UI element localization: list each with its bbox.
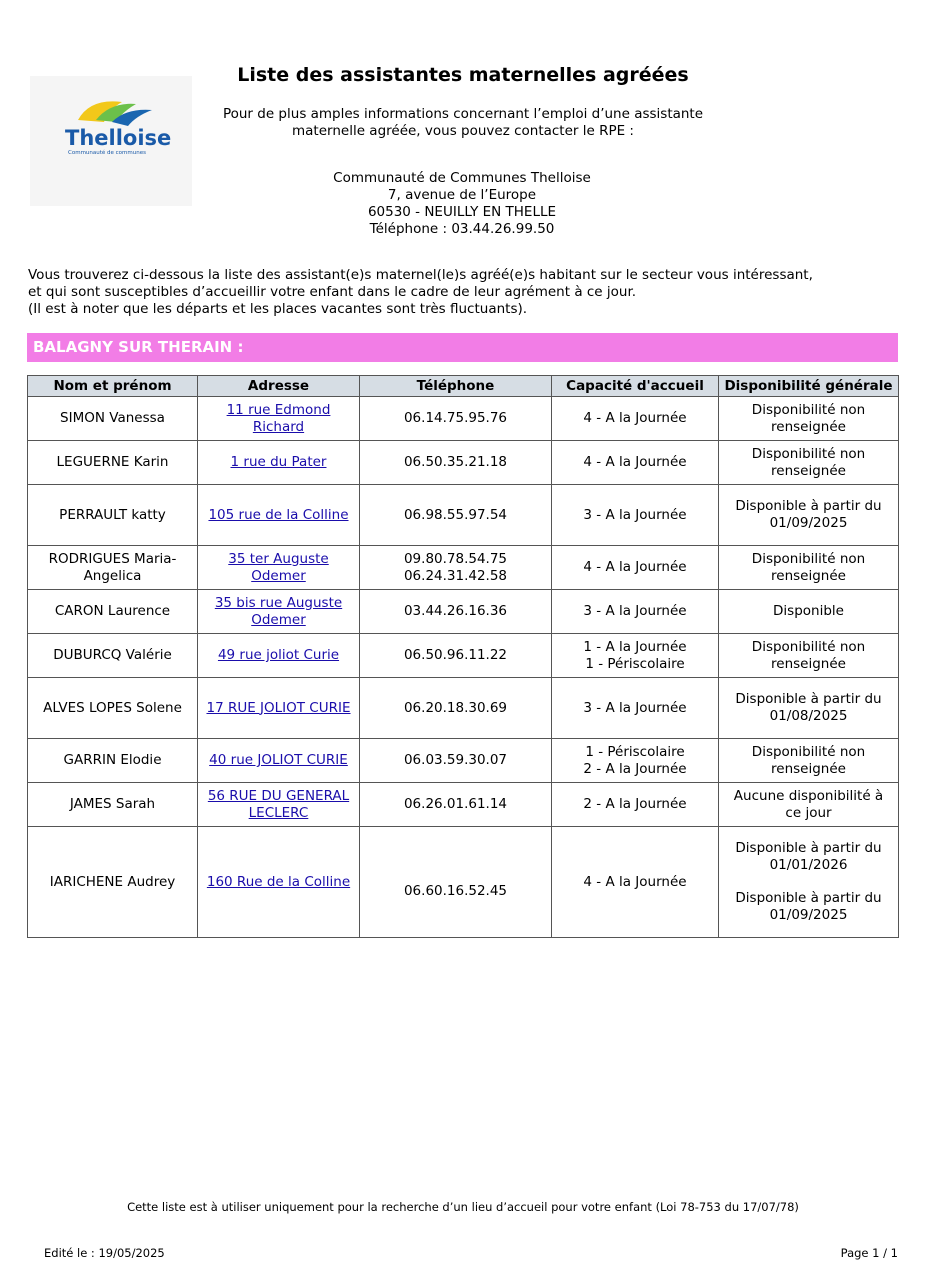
address-link[interactable]: 40 rue JOLIOT CURIE [209,752,348,768]
cell-capacity: 3 - A la Journée [552,590,719,634]
address-link[interactable]: 160 Rue de la Colline [206,873,351,890]
cell-capacity: 4 - A la Journée [552,441,719,485]
notice-line: (Il est à noter que les départs et les places vacantes sont très fluctuants). [28,301,528,317]
notice-line: et qui sont susceptibles d’accueillir votre enfant dans le cadre de leur agrément à ce jour. [28,284,637,300]
intro-line: Pour de plus amples informations concernant l’emploi d’une assistante [222,106,704,122]
cell-name: SIMON Vanessa [28,397,198,441]
contact-street: 7, avenue de l’Europe [387,187,537,203]
contact-address [262,170,662,238]
cell-phone: 06.03.59.30.07 [360,739,552,783]
table-header-row [28,376,899,397]
address-link[interactable]: 1 rue du Pater [230,454,327,470]
cell-address [198,739,360,783]
header-availability: Disponibilité générale [719,376,899,397]
intro-line: maternelle agréée, vous pouvez contacter le RPE : [292,123,634,139]
cell-address [198,783,360,827]
logo-tagline: Communauté de communes [68,150,146,156]
cell-address [198,678,360,739]
assistants-table [27,375,899,938]
address-link[interactable]: 49 rue joliot Curie [217,647,340,663]
cell-availability: Disponible à partir du 01/08/2025 [719,678,899,739]
cell-address [198,397,360,441]
cell-capacity: 4 - A la Journée [552,397,719,441]
cell-name: IARICHENE Audrey [28,827,198,938]
cell-name: GARRIN Elodie [28,739,198,783]
cell-name: PERRAULT katty [28,485,198,546]
table-row [28,827,899,938]
cell-name: DUBURCQ Valérie [28,634,198,678]
cell-address [198,546,360,590]
cell-address [198,590,360,634]
table-row [28,590,899,634]
cell-capacity: 1 - A la Journée 1 - Périscolaire [552,634,719,678]
cell-phone: 06.50.35.21.18 [360,441,552,485]
intro-text [200,106,726,140]
cell-availability: Disponibilité non renseignée [719,441,899,485]
cell-phone: 09.80.78.54.75 06.24.31.42.58 [360,546,552,590]
address-link[interactable]: 11 rue Edmond Richard [226,401,331,435]
table-row [28,441,899,485]
notice-text [28,267,908,318]
footer-note: Cette liste est à utiliser uniquement pour la recherche d’un lieu d’accueil pour votre enfant (Loi 78-753 du 17/07/78) [127,1200,799,1214]
cell-availability: Disponibilité non renseignée [719,634,899,678]
cell-availability: Aucune disponibilité à ce jour [719,783,899,827]
table-row [28,678,899,739]
table-row [28,634,899,678]
edited-date: Edité le : 19/05/2025 [44,1246,165,1260]
cell-name: CARON Laurence [28,590,198,634]
header-phone: Téléphone [360,376,552,397]
cell-name: LEGUERNE Karin [28,441,198,485]
cell-phone: 06.60.16.52.45 [360,827,552,938]
cell-availability: Disponible à partir du 01/09/2025 [719,485,899,546]
cell-availability: Disponibilité non renseignée [719,546,899,590]
cell-capacity: 4 - A la Journée [552,827,719,938]
thelloise-logo-icon [30,76,192,206]
cell-address [198,827,360,938]
table-row [28,546,899,590]
contact-phone: Téléphone : 03.44.26.99.50 [369,221,555,237]
cell-name: ALVES LOPES Solene [28,678,198,739]
table-row [28,783,899,827]
address-link[interactable]: 35 ter Auguste Odemer [228,550,329,584]
cell-capacity: 3 - A la Journée [552,678,719,739]
cell-address [198,485,360,546]
cell-phone: 06.20.18.30.69 [360,678,552,739]
notice-line: Vous trouverez ci-dessous la liste des assistant(e)s maternel(le)s agréé(e)s habitant sur le secteur vous intéressant, [28,267,813,283]
cell-capacity: 1 - Périscolaire 2 - A la Journée [552,739,719,783]
address-link[interactable]: 35 bis rue Auguste Odemer [214,594,343,628]
cell-name: JAMES Sarah [28,783,198,827]
cell-availability: Disponibilité non renseignée [719,397,899,441]
cell-phone: 06.26.01.61.14 [360,783,552,827]
cell-phone: 06.50.96.11.22 [360,634,552,678]
header-name: Nom et prénom [28,376,198,397]
cell-phone: 06.14.75.95.76 [360,397,552,441]
header-address: Adresse [198,376,360,397]
cell-phone: 06.98.55.97.54 [360,485,552,546]
cell-name: RODRIGUES Maria- Angelica [28,546,198,590]
page-title: Liste des assistantes maternelles agréées [237,64,689,86]
logo [30,76,192,206]
cell-availability: Disponible à partir du 01/01/2026 Disponible à partir du 01/09/2025 [719,827,899,938]
cell-address [198,634,360,678]
cell-availability: Disponibilité non renseignée [719,739,899,783]
address-link[interactable]: 105 rue de la Colline [208,506,349,523]
page-number: Page 1 / 1 [840,1246,898,1260]
table-row [28,739,899,783]
address-link[interactable]: 56 RUE DU GENERAL LECLERC [207,787,350,821]
contact-org: Communauté de Communes Thelloise [333,170,591,186]
cell-address [198,441,360,485]
contact-city: 60530 - NEUILLY EN THELLE [367,204,557,220]
address-link[interactable]: 17 RUE JOLIOT CURIE [206,699,351,716]
cell-capacity: 4 - A la Journée [552,546,719,590]
cell-availability: Disponible [719,590,899,634]
table-row [28,485,899,546]
section-title: BALAGNY SUR THERAIN : [27,333,898,362]
header-capacity: Capacité d'accueil [552,376,719,397]
cell-capacity: 3 - A la Journée [552,485,719,546]
logo-brand: Thelloise [65,126,172,150]
cell-phone: 03.44.26.16.36 [360,590,552,634]
table-row [28,397,899,441]
cell-capacity: 2 - A la Journée [552,783,719,827]
